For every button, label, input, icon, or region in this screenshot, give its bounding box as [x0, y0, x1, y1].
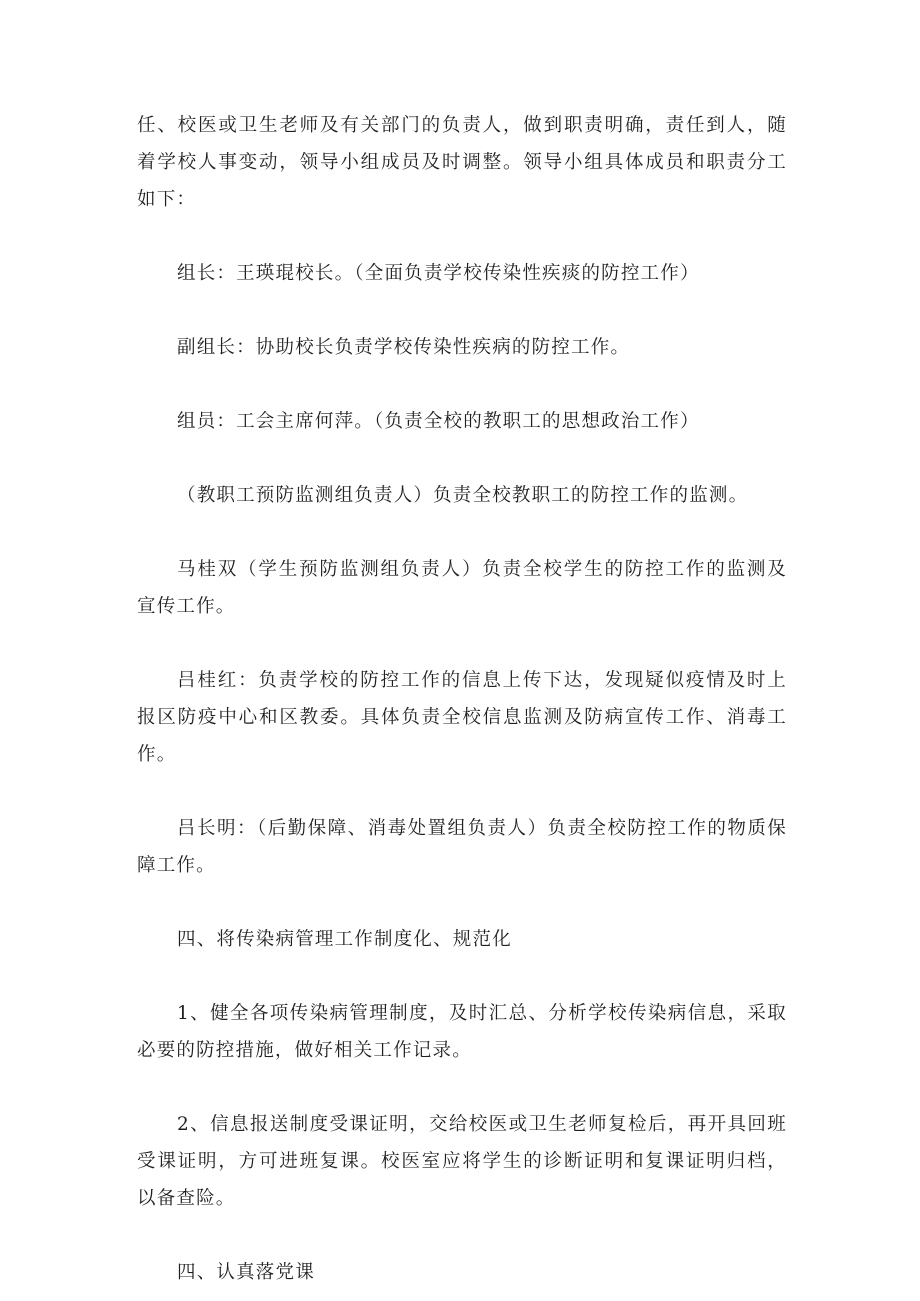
paragraph-information-duty: 吕桂红：负责学校的防控工作的信息上传下达，发现疑似疫情及时上报区防疫中心和区教委。具体负责全校信息监测及防病宣传工作、消毒工作。 — [137, 670, 787, 765]
paragraph-student-monitoring: 马桂双（学生预防监测组负责人）负责全校学生的防控工作的监测及宣传工作。 — [137, 559, 787, 617]
section-heading-implementation: 四、认真落党课 — [177, 1262, 315, 1283]
section-heading-standardization: 四、将传染病管理工作制度化、规范化 — [177, 929, 512, 950]
paragraph-item-1: 1、健全各项传染病管理制度，及时汇总、分析学校传染病信息，采取必要的防控措施，做好相关工作记录。 — [137, 1003, 787, 1061]
paragraph-team-leader: 组长：王瑛琨校长。（全面负责学校传染性疾痰的防控工作） — [177, 263, 700, 284]
paragraph-logistics-duty: 吕长明：（后勤保障、消毒处置组负责人）负责全校防控工作的物质保障工作。 — [137, 818, 787, 876]
document-body — [137, 107, 787, 1291]
paragraph-deputy-leader: 副组长：协助校长负责学校传染性疾病的防控工作。 — [177, 337, 631, 358]
paragraph-member-union: 组员：工会主席何萍。（负责全校的教职工的思想政治工作） — [177, 411, 700, 432]
paragraph-staff-monitoring: （教职工预防监测组负责人）负责全校教职工的防控工作的监测。 — [177, 485, 749, 506]
paragraph-duty-intro: 任、校医或卫生老师及有关部门的负责人，做到职责明确，责任到人，随着学校人事变动，领导小组成员及时调整。领导小组具体成员和职责分工如下： — [137, 115, 787, 210]
paragraph-item-2: 2、信息报送制度受课证明，交给校医或卫生老师复检后，再开具回班受课证明，方可进班复课。校医室应将学生的诊断证明和复课证明归档，以备查险。 — [137, 1114, 787, 1209]
